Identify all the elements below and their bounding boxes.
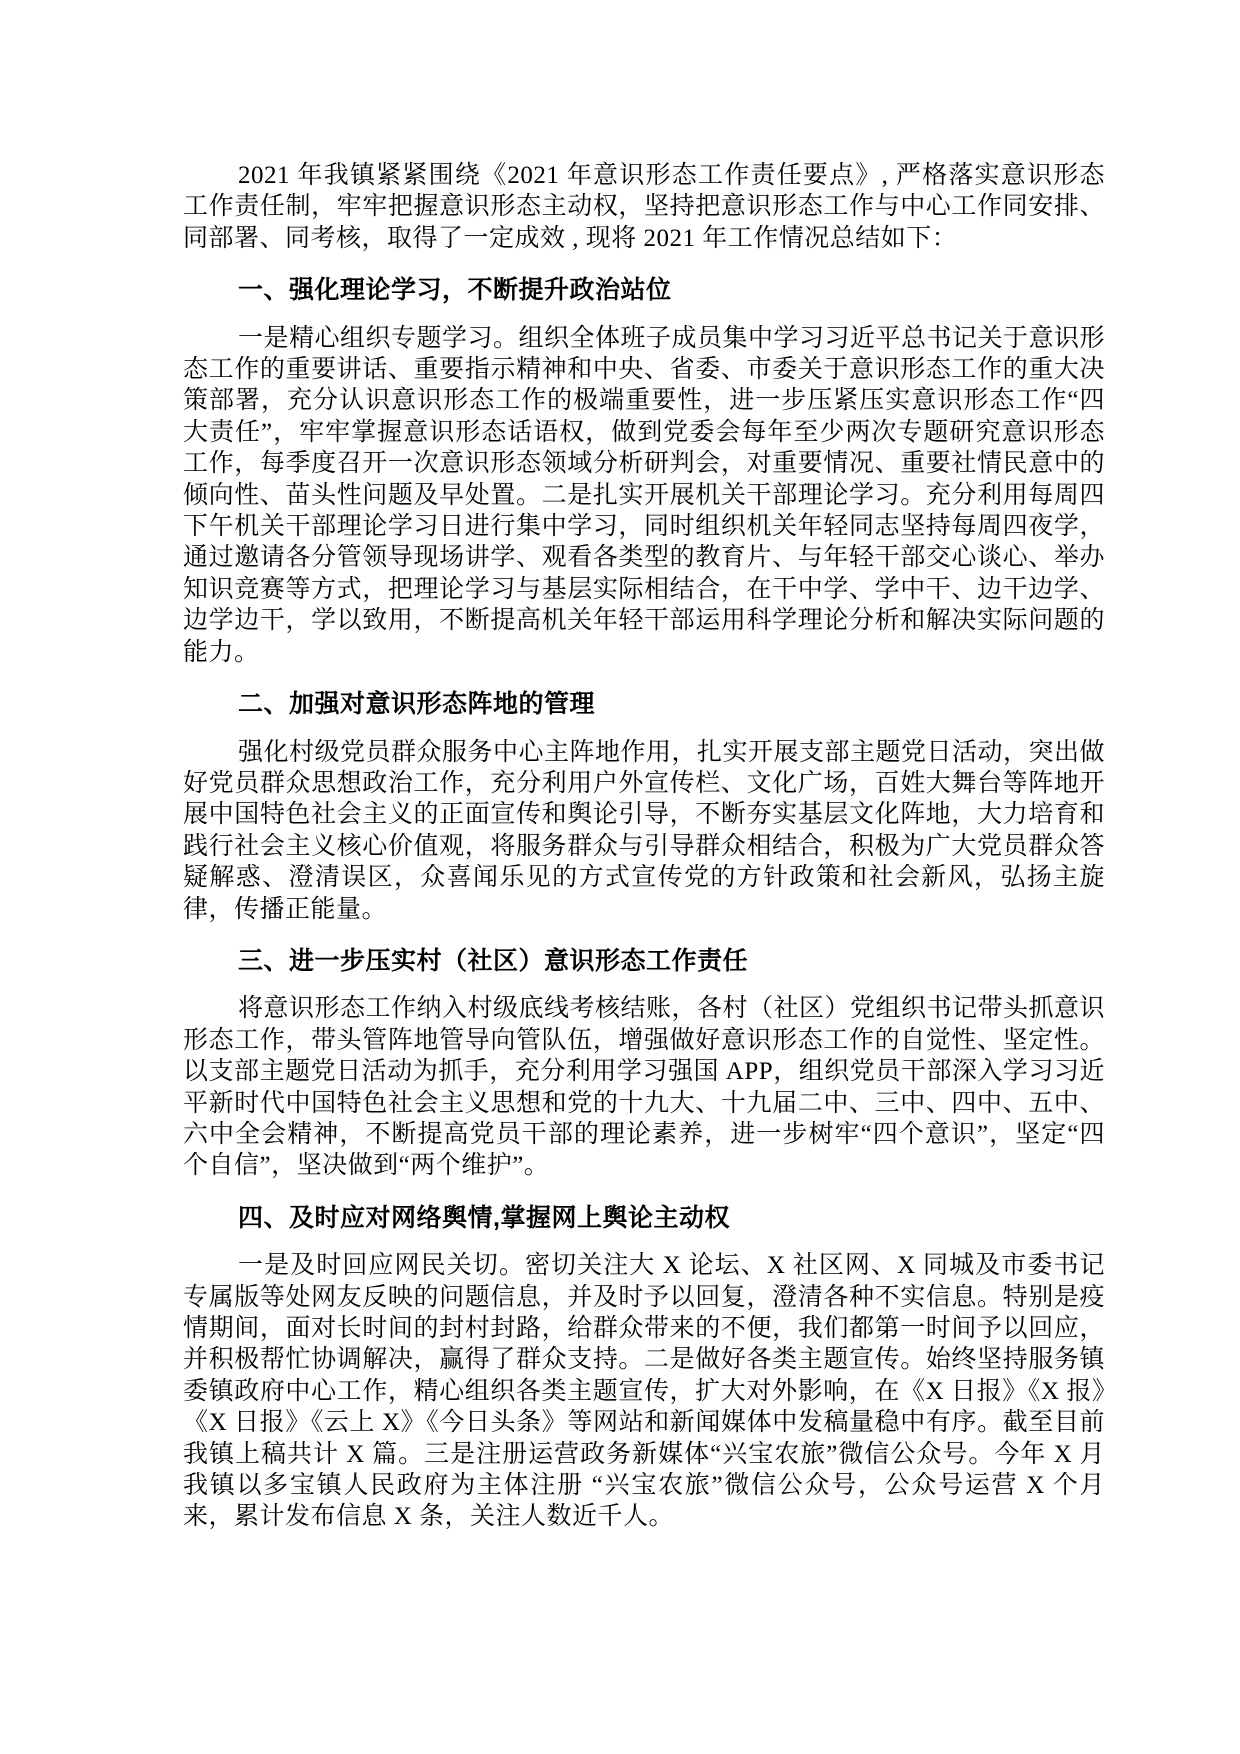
opening-paragraph: 2021 年我镇紧紧围绕《2021 年意识形态工作责任要点》, 严格落实意识形态工作责任制，牢牢把握意识形态主动权，坚持把意识形态工作与中心工作同安排、同部署、同考核，取得了一定成效 , 现将 2021 年工作情况总结如下： — [183, 162, 1105, 252]
section-2-paragraph: 强化村级党员群众服务中心主阵地作用，扎实开展支部主题党日活动，突出做好党员群众思想政治工作，充分利用户外宣传栏、文化广场，百姓大舞台等阵地开展中国特色社会主义的正面宣传和舆论引导，不断夯实基层文化阵地，大力培育和践行社会主义核心价值观，将服务群众与引导群众相结合，积极为广大党员群众答疑解惑、澄清误区，众喜闻乐见的方式宣传党的方针政策和社会新风，弘扬主旋律，传播正能量。 — [183, 738, 1106, 923]
section-2-heading: 二、加强对意识形态阵地的管理 — [238, 690, 596, 719]
document-body — [183, 160, 1105, 1533]
section-4-paragraph: 一是及时回应网民关切。密切关注大 X 论坛、X 社区网、X 同城及市委书记专属版等处网友反映的问题信息，并及时予以回复，澄清各种不实信息。特别是疫情期间，面对长时间的封村封路，给群众带来的不便，我们都第一时间予以回应，并积极帮忙协调解决，赢得了群众支持。二是做好各类主题宣传。始终坚持服务镇委镇政府中心工作，精心组织各类主题宣传，扩大对外影响，在《X 日报》《X 报》《X 日报》《云上 X》《今日头条》等网站和新闻媒体中发稿量稳中有序。截至目前我镇上稿共计 X 篇。三是注册运营政务新媒体“兴宝农旅”微信公众号。今年 X 月我镇以多宝镇人民政府为主体注册 “兴宝农旅”微信公众号，公众号运营 X 个月来，累计发布信息 X 条，关注人数近千人。 — [183, 1252, 1105, 1531]
section-3-heading: 三、进一步压实村（社区）意识形态工作责任 — [238, 946, 749, 975]
section-1-paragraph: 一是精心组织专题学习。组织全体班子成员集中学习习近平总书记关于意识形态工作的重要讲话、重要指示精神和中央、省委、市委关于意识形态工作的重大决策部署，充分认识意识形态工作的极端重要性，进一步压紧压实意识形态工作“四大责任”，牢牢掌握意识形态话语权，做到党委会每年至少两次专题研究意识形态工作，每季度召开一次意识形态领域分析研判会，对重要情况、重要社情民意中的倾向性、苗头性问题及早处置。二是扎实开展机关干部理论学习。充分利用每周四下午机关干部理论学习日进行集中学习，同时组织机关年轻同志坚持每周四夜学，通过邀请各分管领导现场讲学、观看各类型的教育片、与年轻干部交心谈心、举办知识竞赛等方式，把理论学习与基层实际相结合，在干中学、学中干、边干边学、边学边干，学以致用，不断提高机关年轻干部运用科学理论分析和解决实际问题的能力。 — [183, 324, 1106, 666]
section-4-heading: 四、及时应对网络舆情,掌握网上舆论主动权 — [238, 1203, 730, 1232]
section-1-heading: 一、强化理论学习，不断提升政治站位 — [238, 276, 672, 305]
section-3-paragraph: 将意识形态工作纳入村级底线考核结账，各村（社区）党组织书记带头抓意识形态工作，带头管阵地管导向管队伍，增强做好意识形态工作的自觉性、坚定性。以支部主题党日活动为抓手，充分利用学习强国 APP，组织党员干部深入学习习近平新时代中国特色社会主义思想和党的十九大、十九届二中、三中、四中、五中、六中全会精神，不断提高党员干部的理论素养，进一步树牢“四个意识”，坚定“四个自信”，坚决做到“两个维护”。 — [183, 995, 1106, 1180]
